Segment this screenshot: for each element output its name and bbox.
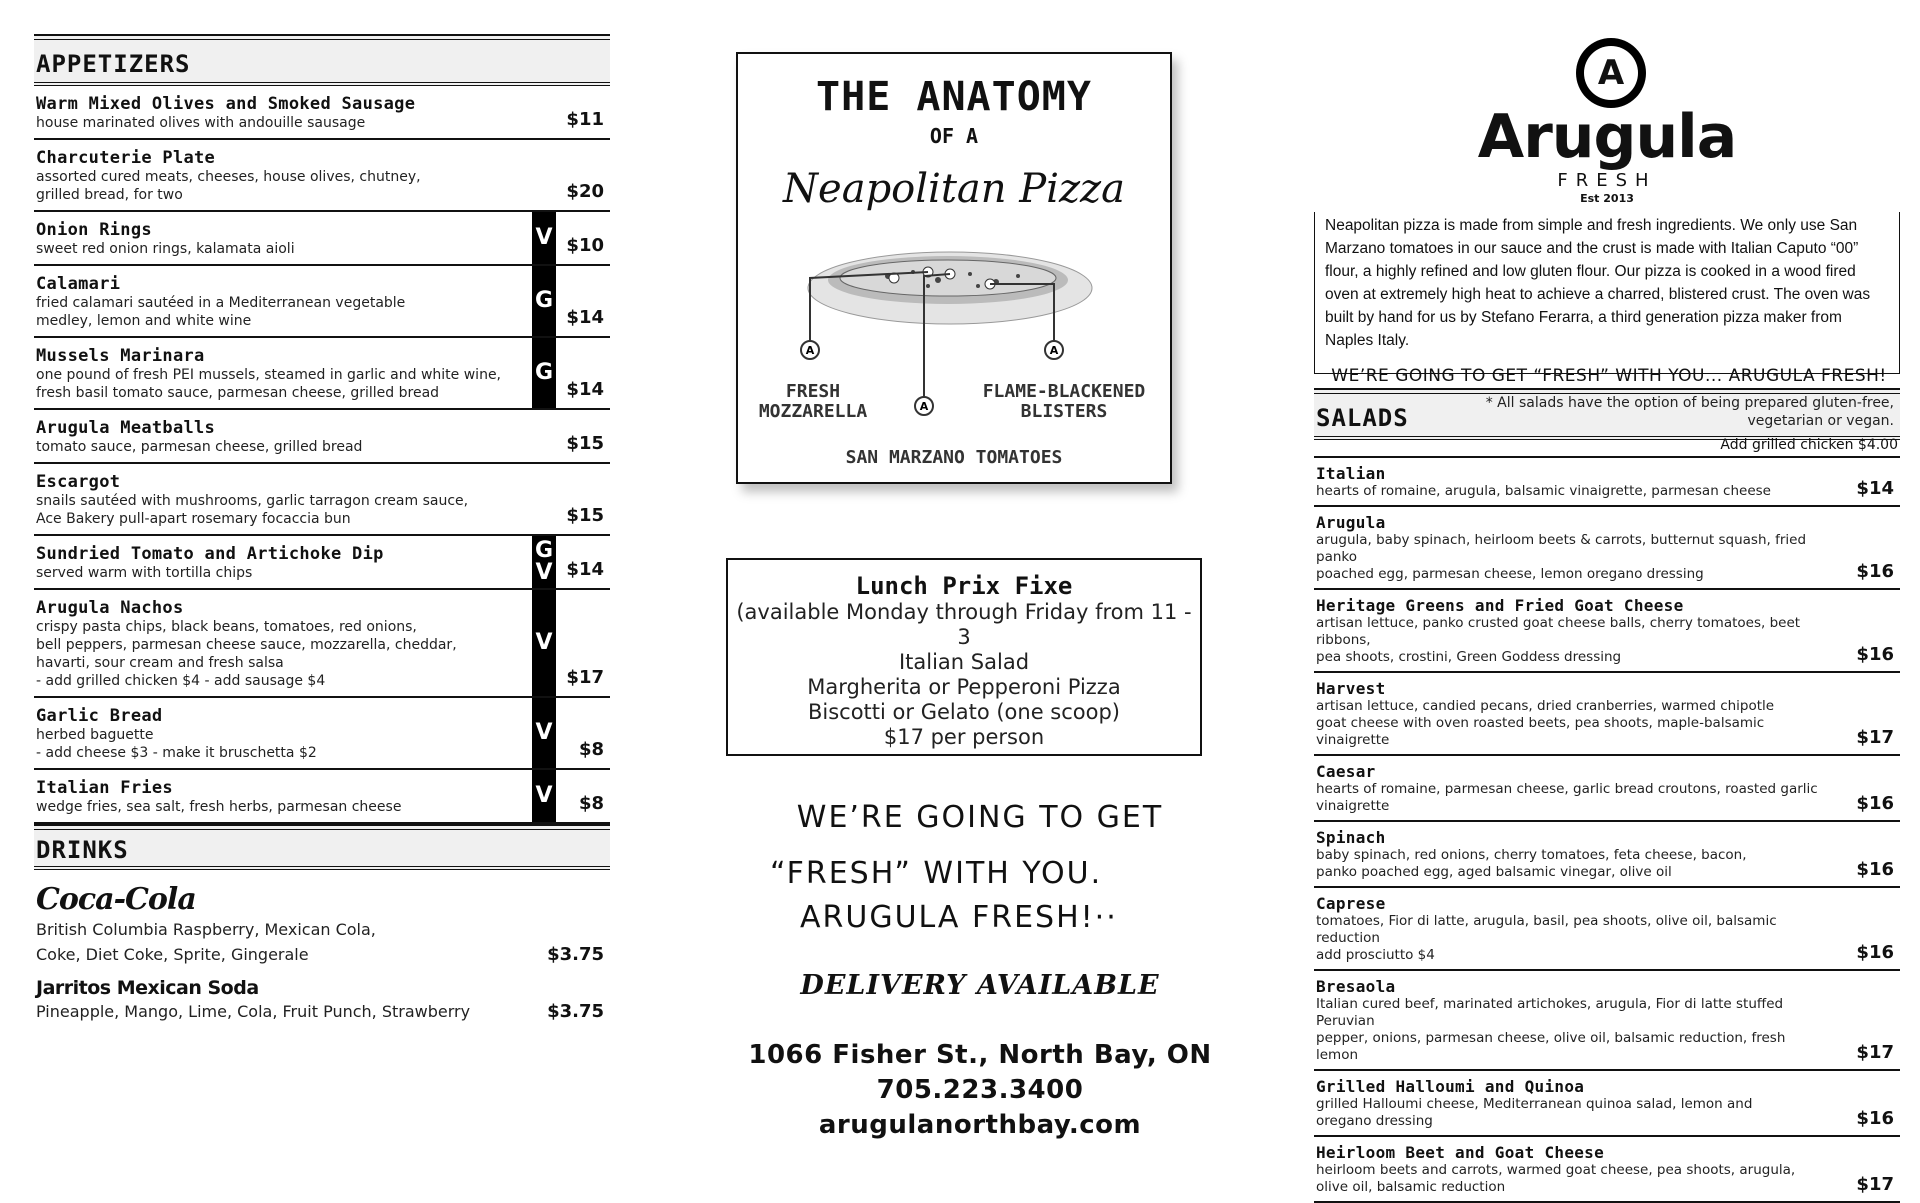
label-san-marzano-tomatoes: SAN MARZANO TOMATOES xyxy=(845,447,1063,468)
item-price: $17 xyxy=(1856,727,1894,748)
item-price: $14 xyxy=(1856,478,1894,499)
dietary-badge: V xyxy=(532,590,556,696)
item-desc: house marinated olives with andouille sausage xyxy=(36,115,366,131)
item-desc: arugula, baby spinach, heirloom beets & carrots, butternut squash, fried panko poached egg, parmesan cheese, lemon oregano dressing xyxy=(1316,532,1807,582)
dietary-badge: G xyxy=(532,338,556,408)
item-desc: heirloom beets and carrots, warmed goat cheese, pea shoots, arugula, olive oil, balsamic reduction xyxy=(1316,1162,1796,1195)
phone: 705.223.3400 xyxy=(876,1075,1084,1105)
item-name: Caprese xyxy=(1316,894,1386,913)
coke-price: $3.75 xyxy=(547,944,604,965)
brand-subtitle: FRESH xyxy=(1557,170,1657,191)
item-desc: crispy pasta chips, black beans, tomatoes, red onions, bell peppers, parmesan cheese sauce, mozzarella, cheddar, havarti, sour cream and fresh salsa - add grilled chicken $4 - add sausage $4 xyxy=(36,619,457,689)
item-desc: hearts of romaine, parmesan cheese, garlic bread croutons, roasted garlic vinaigrette xyxy=(1316,781,1818,814)
item-name: Spinach xyxy=(1316,828,1386,847)
item-price: $16 xyxy=(1856,859,1894,880)
menu-item xyxy=(1314,822,1900,888)
item-name: Sundried Tomato and Artichoke Dip xyxy=(36,544,384,564)
item-name: Heirloom Beet and Goat Cheese xyxy=(1316,1143,1605,1162)
item-name: Italian xyxy=(1316,464,1386,483)
brand-established: Est 2013 xyxy=(1580,192,1634,205)
salads-title: SALADS xyxy=(1316,404,1409,432)
item-desc: tomatoes, Fior di latte, arugula, basil, pea shoots, olive oil, balsamic reduction add prosciutto $4 xyxy=(1316,913,1777,963)
item-desc: served warm with tortilla chips xyxy=(36,565,253,581)
menu-item xyxy=(34,464,610,536)
menu-item xyxy=(1314,888,1900,971)
item-desc: fried calamari sautéed in a Mediterranean vegetable medley, lemon and white wine xyxy=(36,295,406,329)
marker-a-bottom: A xyxy=(919,400,929,413)
lunch-line: Biscotti or Gelato (one scoop) xyxy=(807,700,1121,724)
item-price: $14 xyxy=(566,379,604,400)
item-name: Arugula Nachos xyxy=(36,598,184,618)
marker-a-right: A xyxy=(1049,344,1059,357)
about-text: Neapolitan pizza is made from simple and fresh ingredients. We only use San Marzano tomatoes in our sauce and the crust is made with Italian Caputo “00” flour, a highly refined and low gluten flour. Our pizza is cooked in a wood fired oven at extremely high heat to achieve a charred, blistered crust. The oven was built by hand for us by Stefano Ferarra, a third generation pizza maker from Naples Italy. xyxy=(1325,217,1871,349)
coke-drink xyxy=(34,870,610,973)
pizza-anatomy-panel xyxy=(736,52,1172,484)
appetizers-list xyxy=(34,86,610,824)
address: 1066 Fisher St., North Bay, ON xyxy=(748,1040,1212,1070)
item-desc: artisan lettuce, candied pecans, dried cranberries, warmed chipotle goat cheese with oven roasted beets, pea shoots, maple-balsamic vinaigrette xyxy=(1316,698,1775,748)
item-price: $11 xyxy=(566,109,604,130)
item-price: $14 xyxy=(566,559,604,580)
coke-desc: British Columbia Raspberry, Mexican Cola, Coke, Diet Coke, Sprite, Gingerale xyxy=(36,920,376,964)
drinks-header xyxy=(34,824,610,870)
item-price: $17 xyxy=(566,667,604,688)
menu-item xyxy=(1314,507,1900,590)
lunch-line: Italian Salad xyxy=(898,650,1030,674)
label-fresh-mozzarella: FRESH MOZZARELLA xyxy=(758,381,868,422)
anatomy-script-title: Neapolitan Pizza xyxy=(783,166,1125,212)
logo-letter: A xyxy=(1584,46,1638,100)
marker-a-left: A xyxy=(805,344,815,357)
item-name: Calamari xyxy=(36,274,121,294)
salads-list xyxy=(1314,456,1900,1203)
jarritos-desc: Pineapple, Mango, Lime, Cola, Fruit Punch, Strawberry xyxy=(36,1002,471,1021)
jarritos-name: Jarritos Mexican Soda xyxy=(36,977,259,999)
item-name: Italian Fries xyxy=(36,778,173,798)
label-flame-blackened-blisters: FLAME-BLACKENED BLISTERS xyxy=(982,381,1146,422)
drinks-title: DRINKS xyxy=(36,836,129,864)
coca-cola-logo: Coca-Cola xyxy=(36,882,196,917)
menu-item xyxy=(1314,1137,1900,1203)
item-name: Charcuterie Plate xyxy=(36,148,216,168)
item-name: Escargot xyxy=(36,472,121,492)
item-name: Mussels Marinara xyxy=(36,346,205,366)
item-price: $20 xyxy=(566,181,604,202)
menu-item xyxy=(34,266,610,338)
menu-item xyxy=(34,770,610,824)
item-price: $8 xyxy=(578,739,604,760)
salads-add-chicken: Add grilled chicken $4.00 xyxy=(1720,437,1898,453)
menu-item xyxy=(34,212,610,266)
item-desc: one pound of fresh PEI mussels, steamed in garlic and white wine, fresh basil tomato sauce, parmesan cheese, grilled bread xyxy=(36,367,502,401)
menu-item xyxy=(34,410,610,464)
right-column xyxy=(1314,0,1900,1195)
lunch-line: (available Monday through Friday from 11 - 3 xyxy=(736,600,1192,649)
about-slogan: WE’RE GOING TO GET “FRESH” WITH YOU... ARUGULA FRESH! xyxy=(1331,366,1887,386)
item-desc: Italian cured beef, marinated artichokes, arugula, Fior di latte stuffed Peruvian pepper, onions, parmesan cheese, olive oil, balsamic reduction, fresh lemon xyxy=(1316,996,1786,1063)
item-desc: snails sautéed with mushrooms, garlic tarragon cream sauce, Ace Bakery pull-apart rosemary focaccia bun xyxy=(36,493,469,527)
dietary-badge: G V xyxy=(532,536,556,588)
item-name: Grilled Halloumi and Quinoa xyxy=(1316,1077,1585,1096)
menu-item xyxy=(34,698,610,770)
appetizers-column xyxy=(34,0,610,1030)
about-box xyxy=(1314,212,1900,386)
jarritos-drink xyxy=(34,973,610,1030)
item-name: Harvest xyxy=(1316,679,1386,698)
item-name: Arugula Meatballs xyxy=(36,418,216,438)
delivery-available: DELIVERY AVAILABLE xyxy=(800,970,1160,1001)
brand-name: Arugula xyxy=(1477,102,1737,172)
item-price: $16 xyxy=(1856,1108,1894,1129)
menu-item xyxy=(34,338,610,410)
item-name: Garlic Bread xyxy=(36,706,163,726)
tagline-line-1: WE’RE GOING TO GET xyxy=(796,800,1164,835)
menu-item xyxy=(34,86,610,140)
item-desc: assorted cured meats, cheeses, house olives, chutney, grilled bread, for two xyxy=(36,169,421,203)
item-desc: hearts of romaine, arugula, balsamic vinaigrette, parmesan cheese xyxy=(1316,483,1771,499)
menu-item xyxy=(1314,756,1900,822)
dietary-badge: V xyxy=(532,770,556,822)
dietary-badge: V xyxy=(532,212,556,264)
lunch-title: Lunch Prix Fixe xyxy=(855,572,1073,600)
item-price: $8 xyxy=(578,793,604,814)
item-desc: grilled Halloumi cheese, Mediterranean quinoa salad, lemon and oregano dressing xyxy=(1316,1096,1753,1129)
salads-header xyxy=(1314,388,1900,440)
lunch-prix-fixe-box xyxy=(726,558,1202,756)
center-column xyxy=(720,0,1240,1166)
appetizers-header xyxy=(34,34,610,86)
item-price: $16 xyxy=(1856,561,1894,582)
menu-item xyxy=(1314,1071,1900,1137)
dietary-badge: V xyxy=(532,698,556,768)
anatomy-subtitle: OF A xyxy=(929,124,979,148)
item-price: $15 xyxy=(566,433,604,454)
lunch-line: Margherita or Pepperoni Pizza xyxy=(807,675,1121,699)
menu-item xyxy=(1314,590,1900,673)
item-name: Warm Mixed Olives and Smoked Sausage xyxy=(36,94,416,114)
item-desc: wedge fries, sea salt, fresh herbs, parmesan cheese xyxy=(36,799,402,815)
arugula-logo-icon xyxy=(1576,38,1646,108)
appetizers-title: APPETIZERS xyxy=(36,50,191,78)
anatomy-title: THE ANATOMY xyxy=(816,74,1092,120)
item-price: $17 xyxy=(1856,1042,1894,1063)
item-name: Bresaola xyxy=(1316,977,1396,996)
lunch-line: $17 per person xyxy=(883,725,1045,749)
item-price: $15 xyxy=(566,505,604,526)
tagline-line-2: “FRESH” WITH YOU. xyxy=(770,856,1103,891)
item-desc: herbed baguette - add cheese $3 - make it bruschetta $2 xyxy=(36,727,317,761)
item-name: Caesar xyxy=(1316,762,1376,781)
item-desc: sweet red onion rings, kalamata aioli xyxy=(36,241,295,257)
item-name: Onion Rings xyxy=(36,220,152,240)
item-name: Heritage Greens and Fried Goat Cheese xyxy=(1316,596,1684,615)
tagline-line-3: ARUGULA FRESH!·· xyxy=(800,900,1118,935)
item-desc: artisan lettuce, panko crusted goat cheese balls, cherry tomatoes, beet ribbons, pea shoots, crostini, Green Goddess dressing xyxy=(1316,615,1801,665)
item-price: $16 xyxy=(1856,942,1894,963)
salads-note: * All salads have the option of being prepared gluten-free, vegetarian or vegan. xyxy=(1485,395,1894,429)
menu-item xyxy=(1314,673,1900,756)
jarritos-price: $3.75 xyxy=(547,1001,604,1022)
menu-item xyxy=(34,536,610,590)
item-price: $16 xyxy=(1856,793,1894,814)
item-desc: baby spinach, red onions, cherry tomatoes, feta cheese, bacon, panko poached egg, aged balsamic vinegar, olive oil xyxy=(1316,847,1747,880)
menu-item xyxy=(34,140,610,212)
menu-item xyxy=(1314,458,1900,507)
menu-item xyxy=(1314,971,1900,1071)
item-price: $16 xyxy=(1856,644,1894,665)
dietary-badge: G xyxy=(532,266,556,336)
item-price: $14 xyxy=(566,307,604,328)
item-name: Arugula xyxy=(1316,513,1386,532)
item-price: $17 xyxy=(1856,1174,1894,1195)
website: arugulanorthbay.com xyxy=(818,1110,1142,1140)
menu-item xyxy=(34,590,610,698)
item-desc: tomato sauce, parmesan cheese, grilled bread xyxy=(36,439,363,455)
item-price: $10 xyxy=(566,235,604,256)
